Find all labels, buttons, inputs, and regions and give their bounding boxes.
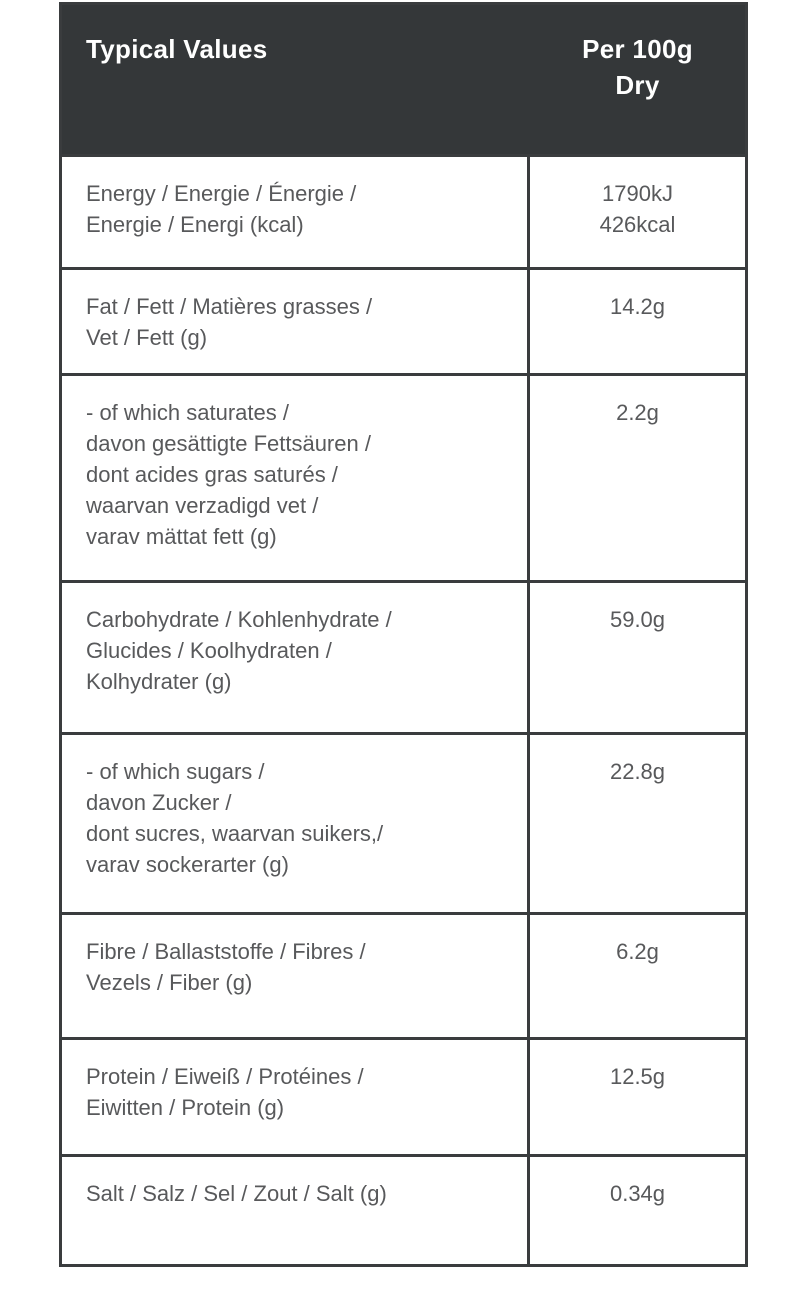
header-dry-line: Dry [615, 70, 660, 100]
row-value: 59.0g [609, 607, 666, 632]
row-label: - of which saturates / davon gesättigte Fettsäuren / dont acides gras saturés / waarvan verzadigd vet / varav mättat fett (g) [62, 376, 530, 580]
row-value: 0.34g [609, 1181, 666, 1206]
table-row-fat [62, 267, 745, 373]
table-row-fibre [62, 912, 745, 1037]
nutrition-table [59, 2, 748, 1267]
row-label: - of which sugars / davon Zucker / dont sucres, waarvan suikers,/ varav sockerarter (g) [62, 735, 530, 912]
table-row-protein [62, 1037, 745, 1154]
table-row-salt [62, 1154, 745, 1264]
header-typical-values: Typical Values [86, 34, 268, 64]
table-row-carbohydrate [62, 580, 745, 732]
table-row-saturates [62, 373, 745, 580]
row-label: Carbohydrate / Kohlenhydrate / Glucides / Koolhydraten / Kolhydrater (g) [62, 583, 530, 732]
row-value: 2.2g [616, 400, 659, 425]
row-value: 12.5g [609, 1064, 666, 1089]
table-rows [62, 154, 745, 1264]
row-label: Salt / Salz / Sel / Zout / Salt (g) [62, 1157, 530, 1264]
header-per-100g-dry [530, 5, 745, 154]
row-label: Energy / Energie / Énergie / Energie / Energi (kcal) [62, 157, 530, 267]
table-header-row [62, 5, 745, 154]
row-value: 1790kJ 426kcal [599, 181, 676, 237]
table-row-sugars [62, 732, 745, 912]
row-value: 22.8g [609, 759, 666, 784]
row-label: Protein / Eiweiß / Protéines / Eiwitten / Protein (g) [62, 1040, 530, 1154]
table-row-energy [62, 154, 745, 267]
row-label: Fibre / Ballaststoffe / Fibres / Vezels / Fiber (g) [62, 915, 530, 1037]
row-value: 6.2g [616, 939, 659, 964]
row-label: Fat / Fett / Matières grasses / Vet / Fett (g) [62, 270, 530, 373]
header-per-100g-line: Per 100g [582, 34, 693, 64]
row-value: 14.2g [609, 294, 666, 319]
